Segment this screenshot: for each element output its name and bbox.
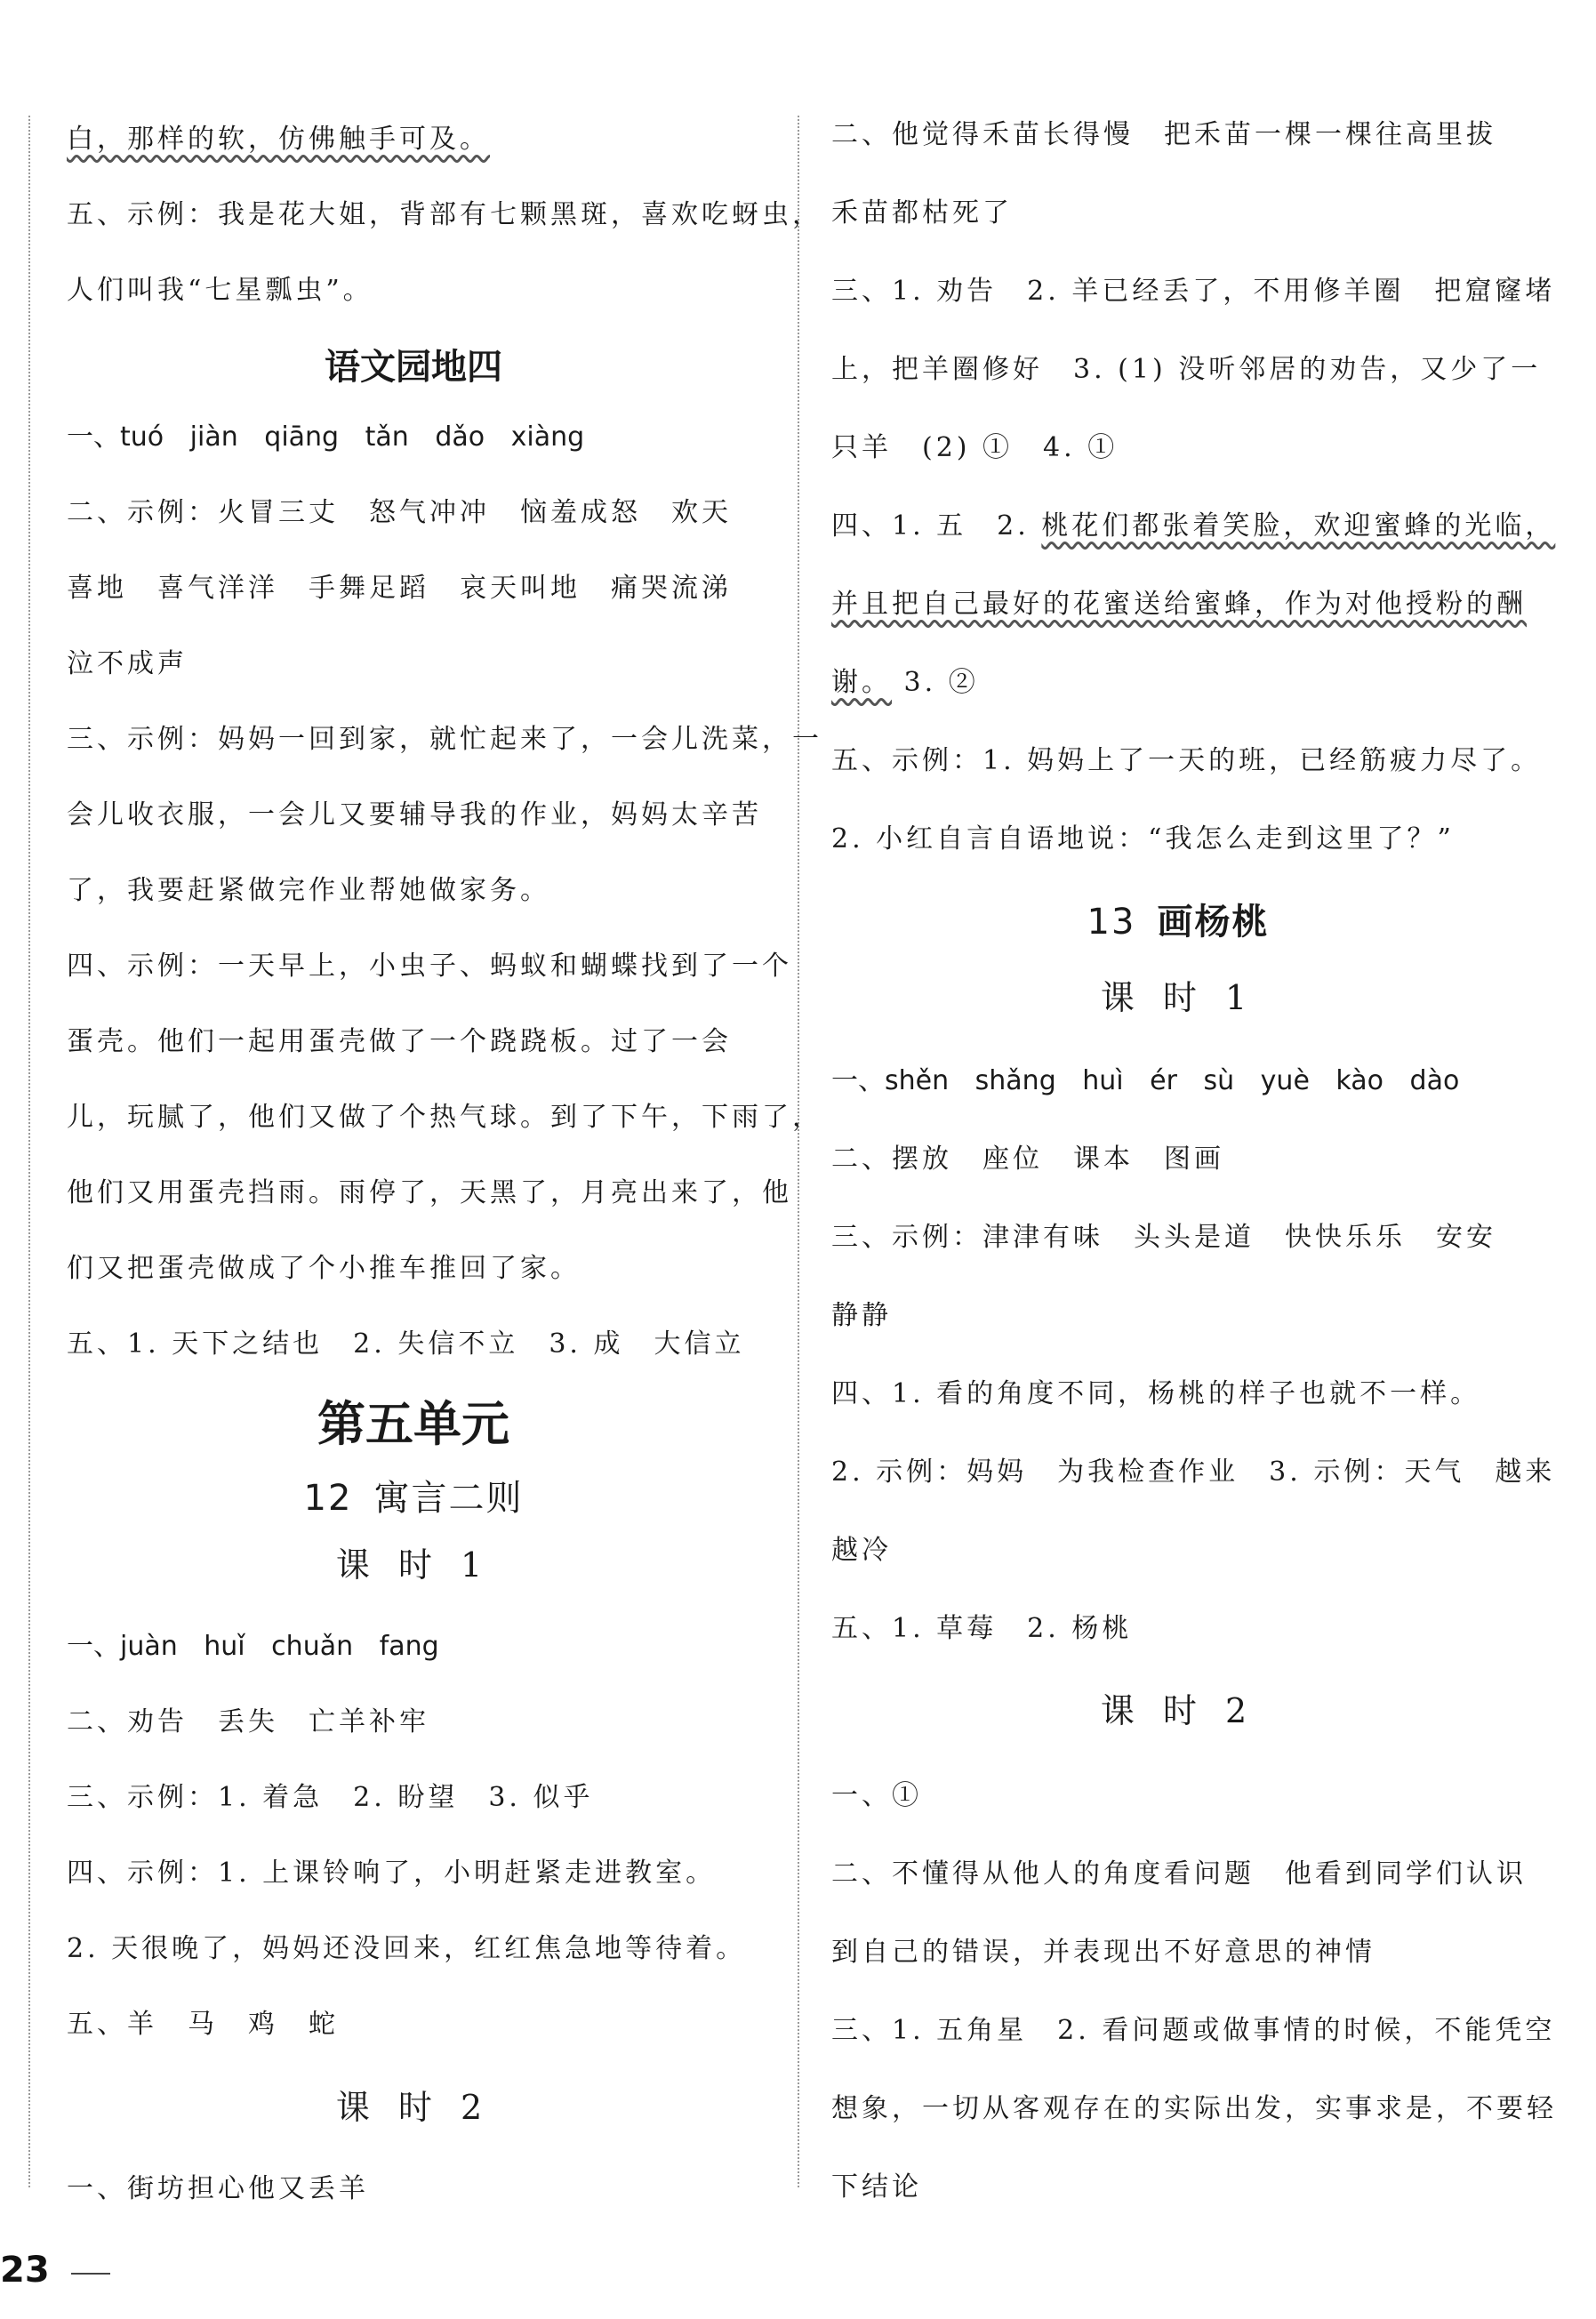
answer-line: 一、① — [831, 1780, 922, 1811]
answer-line: 蛋壳。他们一起用蛋壳做了一个跷跷板。过了一会 — [67, 1026, 732, 1057]
answer-line: 2. 天很晚了，妈妈还没回来，红红焦急地等待着。 — [67, 1933, 747, 1964]
answer-line: 五、示例：1. 妈妈上了一天的班，已经筋疲力尽了。 — [831, 745, 1542, 776]
answer-text-underlined: 白，那样的软，仿佛触手可及。 — [67, 124, 490, 155]
section-heading: 语文园地四 — [325, 347, 502, 388]
lesson-number: 13 — [1087, 902, 1136, 943]
lesson-title: 寓言二则 — [373, 1478, 524, 1519]
answer-line: 三、示例：津津有味 头头是道 快快乐乐 安安 — [831, 1222, 1496, 1253]
answer-line: 三、示例：1. 着急 2. 盼望 3. 似乎 — [67, 1782, 594, 1813]
answer-line — [831, 665, 979, 701]
answer-line: 二、示例：火冒三丈 怒气冲冲 恼羞成怒 欢天 — [67, 497, 732, 528]
answer-line: 下结论 — [831, 2171, 922, 2203]
answer-text-underlined: 桃花们都张着笑脸，欢迎蜜蜂的光临， — [1041, 510, 1556, 542]
period-heading: 课 时 1 — [335, 1545, 492, 1585]
answer-line: 只羊 (2) ① 4. ① — [831, 432, 1119, 463]
answer-line: 五、羊 马 鸡 蛇 — [67, 2009, 339, 2040]
pinyin-line: 一、tuó jiàn qiāng tǎn dǎo xiàng — [67, 421, 585, 453]
answer-line: 人们叫我“七星瓢虫”。 — [67, 275, 373, 306]
pinyin-line: 一、juàn huǐ chuǎn fang — [67, 1631, 439, 1662]
answer-line: 喜地 喜气洋洋 手舞足蹈 哀天叫地 痛哭流涕 — [67, 573, 732, 604]
answer-line: 儿，玩腻了，他们又做了个热气球。到了下午，下雨了， — [67, 1102, 822, 1133]
left-margin-rule — [28, 116, 30, 2187]
answer-line: 四、示例：一天早上，小虫子、蚂蚁和蝴蝶找到了一个 — [67, 951, 792, 982]
lesson-title: 画杨桃 — [1157, 902, 1270, 943]
lesson-number: 12 — [303, 1478, 353, 1519]
answer-line: 越冷 — [831, 1535, 892, 1566]
pinyin-line: 一、shěn shǎng huì ér sù yuè kào dào — [831, 1065, 1460, 1096]
answer-line: 二、劝告 丢失 亡羊补牢 — [67, 1706, 429, 1737]
answer-text-underlined: 谢。 — [831, 667, 892, 698]
answer-text: 四、1. 五 2. — [831, 510, 1042, 542]
answer-line: 了，我要赶紧做完作业帮她做家务。 — [67, 875, 550, 906]
answer-line: 上，把羊圈修好 3. (1) 没听邻居的劝告，又少了一 — [831, 354, 1542, 385]
answer-line: 泣不成声 — [67, 648, 188, 679]
page-number-dash — [71, 2273, 110, 2275]
unit-heading: 第五单元 — [317, 1396, 509, 1452]
answer-line: 二、他觉得禾苗长得慢 把禾苗一棵一棵往高里拔 — [831, 119, 1496, 150]
answer-line: 三、1. 五角星 2. 看问题或做事情的时候，不能凭空 — [831, 2015, 1556, 2046]
answer-line: 四、1. 看的角度不同，杨桃的样子也就不一样。 — [831, 1378, 1481, 1409]
answer-line: 2. 示例：妈妈 为我检查作业 3. 示例：天气 越来 — [831, 1456, 1556, 1488]
answer-line: 想象，一切从客观存在的实际出发，实事求是，不要轻 — [831, 2093, 1557, 2124]
answer-line: 三、示例：妈妈一回到家，就忙起来了，一会儿洗菜，一 — [67, 724, 822, 755]
answer-line — [831, 509, 1555, 544]
answer-line: 他们又用蛋壳挡雨。雨停了，天黑了，月亮出来了，他 — [67, 1177, 792, 1208]
answer-line: 三、1. 劝告 2. 羊已经丢了，不用修羊圈 把窟窿堵 — [831, 276, 1556, 307]
answer-line — [67, 122, 490, 157]
answer-line: 一、街坊担心他又丢羊 — [67, 2173, 369, 2204]
lesson-heading — [831, 900, 1525, 944]
answer-line: 二、摆放 座位 课本 图画 — [831, 1143, 1224, 1175]
answer-line — [831, 587, 1527, 622]
answer-line: 到自己的错误，并表现出不好意思的神情 — [831, 1937, 1375, 1968]
lesson-heading — [67, 1476, 760, 1521]
period-heading: 课 时 2 — [335, 2088, 492, 2127]
answer-text: 3. ② — [903, 667, 979, 698]
answer-text-underlined: 并且把自己最好的花蜜送给蜜蜂，作为对他授粉的酬 — [831, 589, 1527, 620]
answer-line: 五、1. 草莓 2. 杨桃 — [831, 1613, 1133, 1644]
page-number: 23 — [0, 2250, 50, 2291]
period-heading: 课 时 1 — [1100, 978, 1256, 1017]
answer-line: 静静 — [831, 1300, 892, 1331]
answer-line: 五、1. 天下之结也 2. 失信不立 3. 成 大信立 — [67, 1328, 745, 1360]
answer-line: 禾苗都枯死了 — [831, 197, 1013, 229]
answer-line: 2. 小红自言自语地说：“我怎么走到这里了？” — [831, 823, 1455, 855]
answer-line: 四、示例：1. 上课铃响了，小明赶紧走进教室。 — [67, 1858, 717, 1889]
answer-line: 会儿收衣服，一会儿又要辅导我的作业，妈妈太辛苦 — [67, 799, 762, 831]
period-heading: 课 时 2 — [1100, 1691, 1256, 1730]
answer-line: 二、不懂得从他人的角度看问题 他看到同学们认识 — [831, 1858, 1527, 1890]
column-divider — [798, 116, 799, 2187]
answer-line: 们又把蛋壳做成了个小推车推回了家。 — [67, 1253, 581, 1284]
answer-line: 五、示例：我是花大姐，背部有七颗黑斑，喜欢吃蚜虫， — [67, 199, 822, 230]
